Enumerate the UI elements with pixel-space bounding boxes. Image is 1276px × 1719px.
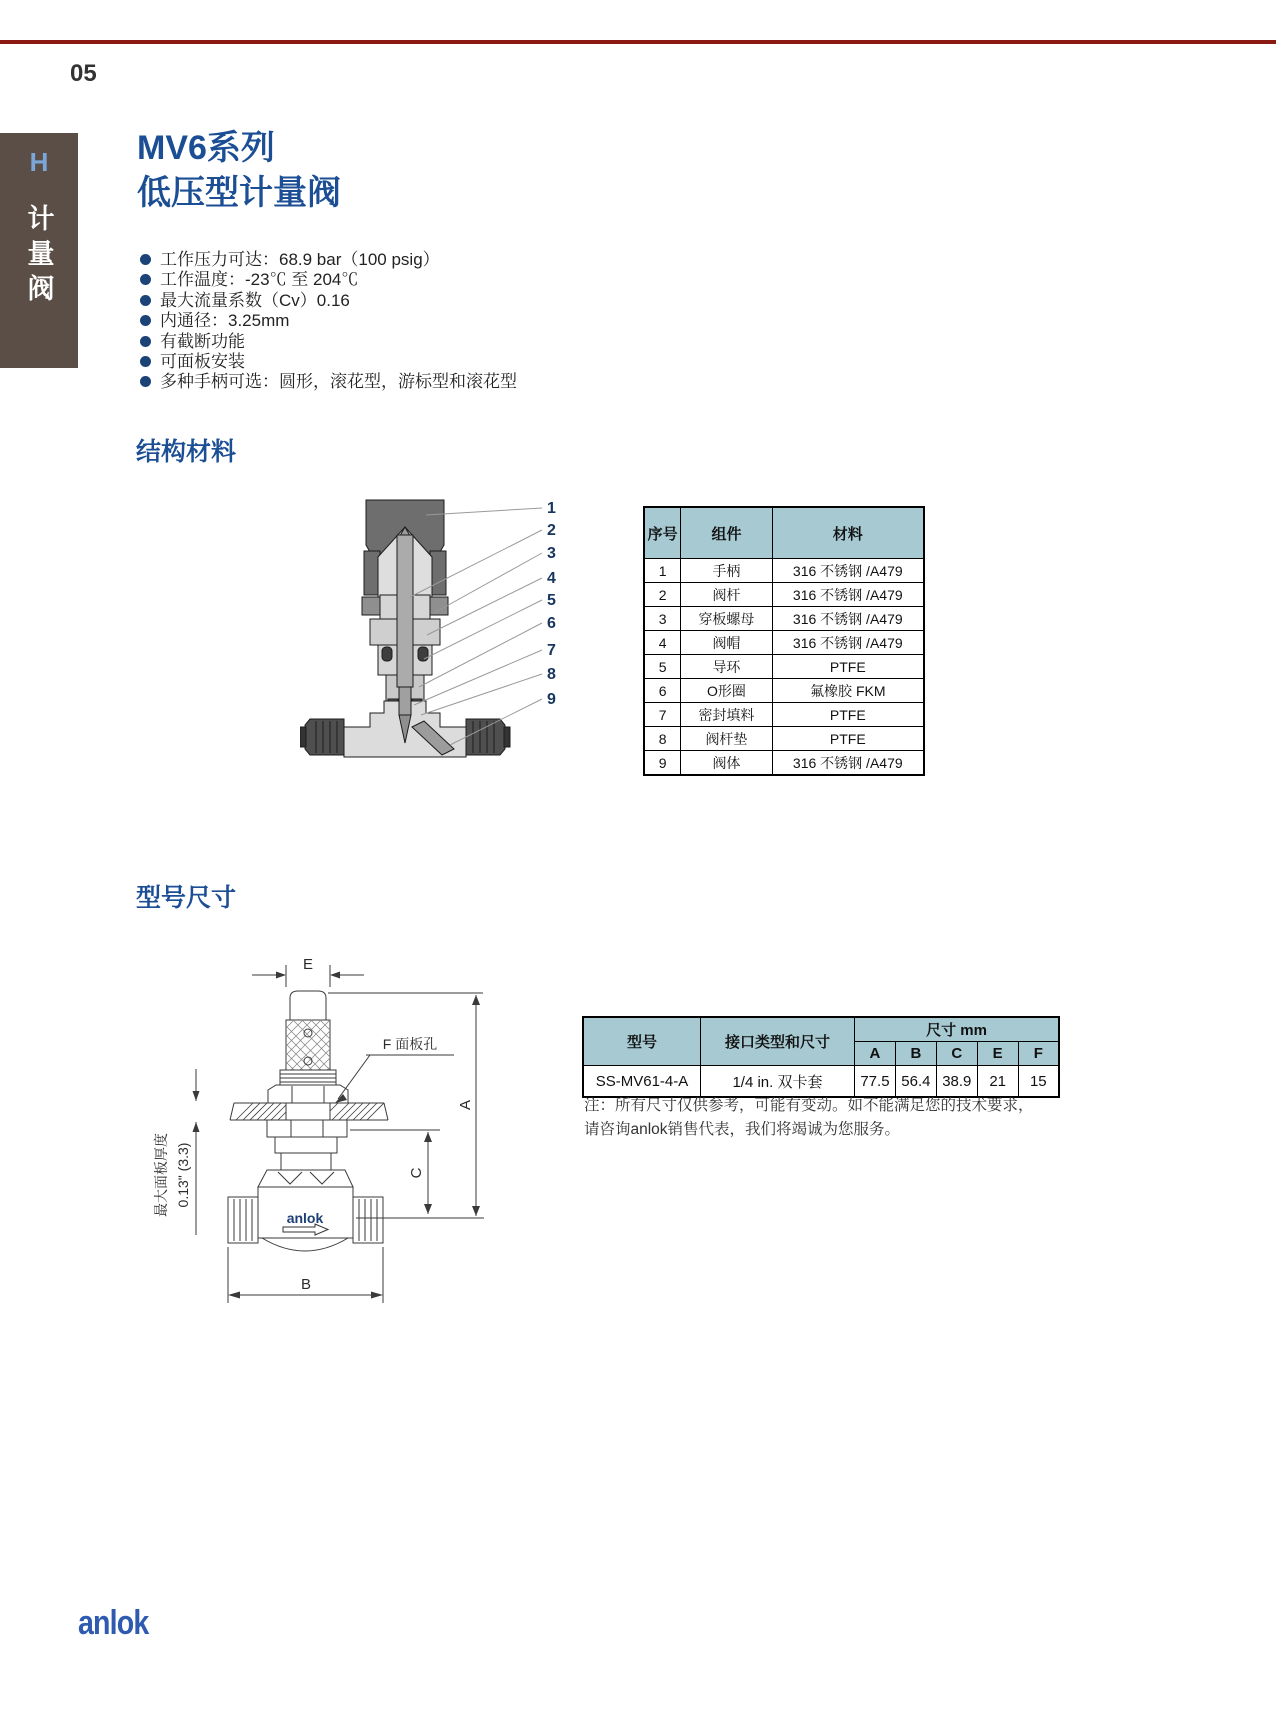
cell-material: 316 不锈钢 /A479 (772, 631, 924, 655)
feature-text: 工作压力可达：68.9 bar（100 psig） (160, 250, 440, 269)
bullet-icon (140, 315, 151, 326)
panel-hole-label: F 面板孔 (382, 1036, 438, 1052)
callout-7: 7 (547, 642, 556, 659)
cell-material: PTFE (772, 727, 924, 751)
feature-text: 有截断功能 (160, 331, 245, 351)
valve-drawing (300, 500, 510, 757)
section-title-materials: 结构材料 (136, 438, 237, 466)
callout-6: 6 (547, 615, 556, 632)
footnote-line1: 注：所有尺寸仅供参考，可能有变动。如不能满足您的技术要求， (584, 1097, 1034, 1114)
cell-B: 56.4 (895, 1066, 936, 1098)
cell-component: O形圈 (681, 679, 772, 703)
feature-item (140, 332, 517, 352)
cell-component: 穿板螺母 (681, 607, 772, 631)
page-title-line2: 低压型计量阀 (137, 174, 341, 212)
section-title-dimensions: 型号尺寸 (136, 884, 237, 912)
cell-C: 38.9 (936, 1066, 977, 1098)
col-header-component: 组件 (681, 507, 772, 559)
callout-8: 8 (547, 666, 556, 683)
page-number: 05 (70, 60, 97, 87)
cell-F: 15 (1018, 1066, 1059, 1098)
cell-material: 316 不锈钢 /A479 (772, 583, 924, 607)
footnote (584, 1094, 1034, 1142)
callout-2: 2 (547, 522, 556, 539)
body-brand-label: anlok (286, 1210, 324, 1226)
company-logo: anlok (78, 1604, 149, 1642)
page-top-rule (0, 40, 1276, 44)
bullet-icon (140, 274, 151, 285)
table-row (644, 703, 924, 727)
table-row (644, 655, 924, 679)
col-header-size-group: 尺寸 mm (854, 1017, 1059, 1042)
callout-3: 3 (547, 545, 556, 562)
table-row (644, 583, 924, 607)
col-header-material: 材料 (772, 507, 924, 559)
dim-label-b: B (300, 1276, 312, 1293)
table-row (644, 727, 924, 751)
table-row (644, 751, 924, 776)
sidebar-section-tab (0, 133, 78, 368)
callout-1: 1 (547, 500, 556, 517)
sidebar-section-label: 计量阀 (23, 204, 54, 309)
cell-component: 密封填料 (681, 703, 772, 727)
feature-text: 多种手柄可选：圆形，滚花型，游标型和滚花型 (160, 372, 517, 392)
dim-label-c: C (408, 1167, 425, 1179)
bullet-icon (140, 356, 151, 367)
dimension-labels (153, 956, 474, 1293)
feature-item (140, 270, 517, 290)
bullet-icon (140, 376, 151, 387)
col-header-A: A (854, 1042, 895, 1066)
col-header-E: E (977, 1042, 1018, 1066)
panel-thickness-label-1: 最大面板厚度 (153, 1133, 169, 1217)
feature-text: 内通径：3.25mm (160, 311, 290, 331)
col-header-connection: 接口类型和尺寸 (700, 1017, 854, 1066)
materials-table (643, 506, 925, 776)
feature-text: 最大流量系数（Cv）0.16 (160, 290, 350, 310)
feature-item (140, 352, 517, 372)
cell-index: 7 (644, 703, 681, 727)
dimension-arrowheads (193, 972, 481, 1299)
cell-material: PTFE (772, 703, 924, 727)
dimensions-table (582, 1016, 1060, 1098)
cell-index: 4 (644, 631, 681, 655)
callout-9: 9 (547, 691, 556, 708)
cell-E: 21 (977, 1066, 1018, 1098)
table-header-row (583, 1017, 1059, 1042)
cell-material: 316 不锈钢 /A479 (772, 607, 924, 631)
cell-material: PTFE (772, 655, 924, 679)
callout-4: 4 (547, 570, 556, 587)
bullet-icon (140, 254, 151, 265)
cell-model: SS-MV61-4-A (583, 1066, 700, 1098)
panel-hatch (236, 1103, 384, 1120)
cell-index: 1 (644, 559, 681, 583)
cell-index: 8 (644, 727, 681, 751)
bullet-icon (140, 295, 151, 306)
footnote-line2: 请咨询anlok销售代表，我们将竭诚为您服务。 (584, 1121, 901, 1138)
cell-A: 77.5 (854, 1066, 895, 1098)
feature-item (140, 311, 517, 331)
cell-component: 手柄 (681, 559, 772, 583)
feature-item (140, 291, 517, 311)
table-header-row (644, 507, 924, 559)
table-row (644, 607, 924, 631)
cell-component: 导环 (681, 655, 772, 679)
bullet-icon (140, 336, 151, 347)
cell-index: 6 (644, 679, 681, 703)
cell-index: 5 (644, 655, 681, 679)
valve-dimension-drawing (150, 935, 500, 1355)
callout-5: 5 (547, 592, 556, 609)
col-header-index: 序号 (644, 507, 681, 559)
cell-component: 阀杆 (681, 583, 772, 607)
dim-label-a: A (457, 1099, 474, 1111)
col-header-model: 型号 (583, 1017, 700, 1066)
cell-index: 3 (644, 607, 681, 631)
cell-material: 氟橡胶 FKM (772, 679, 924, 703)
col-header-C: C (936, 1042, 977, 1066)
feature-item (140, 250, 517, 270)
table-row (644, 679, 924, 703)
cell-material: 316 不锈钢 /A479 (772, 559, 924, 583)
knurl-hatch (286, 1020, 330, 1070)
table-row (644, 631, 924, 655)
cell-component: 阀体 (681, 751, 772, 776)
feature-item (140, 372, 517, 392)
cell-connection: 1/4 in. 双卡套 (700, 1066, 854, 1098)
page-title (137, 126, 341, 216)
valve-cross-section-diagram (300, 447, 570, 777)
col-header-B: B (895, 1042, 936, 1066)
sidebar-section-letter: H (29, 147, 49, 177)
panel-thickness-label-2: 0.13" (3.3) (175, 1142, 191, 1208)
cell-material: 316 不锈钢 /A479 (772, 751, 924, 776)
col-header-F: F (1018, 1042, 1059, 1066)
cell-component: 阀帽 (681, 631, 772, 655)
cell-index: 9 (644, 751, 681, 776)
cell-component: 阀杆垫 (681, 727, 772, 751)
cell-index: 2 (644, 583, 681, 607)
table-row (583, 1066, 1059, 1098)
callout-numbers (547, 500, 556, 708)
outline-drawing (196, 965, 484, 1303)
feature-text: 可面板安装 (160, 351, 245, 371)
page-title-line1: MV6系列 (137, 129, 275, 167)
feature-list (140, 250, 517, 393)
table-row (644, 559, 924, 583)
dim-label-e: E (302, 956, 314, 973)
feature-text: 工作温度：-23℃ 至 204℃ (160, 270, 359, 290)
